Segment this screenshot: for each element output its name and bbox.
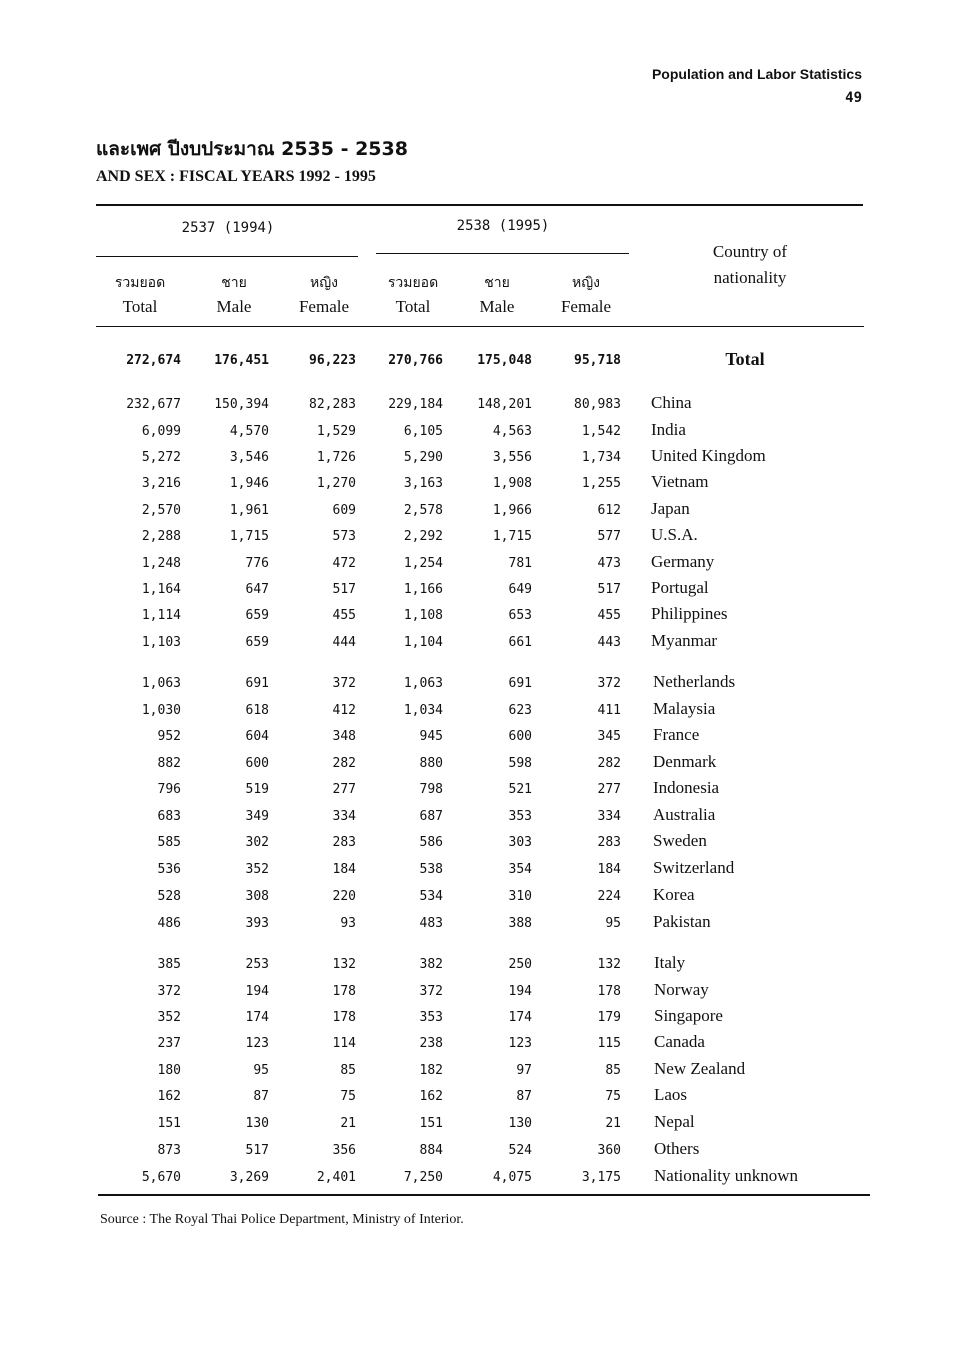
table-cell: 1,103 [141,635,181,650]
table-cell: 1,966 [492,503,532,518]
table-cell: 517 [245,1143,269,1158]
table-cell: 80,983 [574,397,621,412]
table-cell: 691 [508,676,532,691]
column-header-thai: ชาย [221,275,247,291]
table-cell: 277 [332,782,356,797]
country-header-line-1: Country of [712,242,788,261]
country-name: New Zealand [654,1059,746,1078]
country-name: Vietnam [651,472,709,491]
table-cell: 310 [508,889,532,904]
column-header-english: Total [122,297,158,316]
table-cell: 1,961 [229,503,269,518]
country-name: Malaysia [653,699,716,718]
table-cell: 1,270 [316,476,356,491]
table-cell: 150,394 [214,397,269,412]
table-cell: 781 [508,556,532,571]
table-cell: 1,908 [492,476,532,491]
table-cell: 952 [157,729,181,744]
table-cell: 3,556 [492,450,532,465]
table-cell: 519 [245,782,269,797]
table-cell: 75 [605,1089,621,1104]
table-cell: 2,570 [141,503,181,518]
total-cell: 272,674 [126,353,181,368]
table-cell: 82,283 [309,397,356,412]
table-cell: 180 [157,1063,181,1078]
year-group-1995: 2538 (1995) [456,218,550,234]
table-cell: 178 [332,984,356,999]
table-cell: 114 [332,1036,356,1051]
table-cell: 162 [157,1089,181,1104]
table-cell: 1,114 [141,608,181,623]
table-cell: 229,184 [388,397,443,412]
table-cell: 372 [597,676,621,691]
table-cell: 486 [157,916,181,931]
table-cell: 5,290 [403,450,443,465]
country-name: France [653,725,700,744]
table-cell: 302 [245,835,269,850]
country-name: Germany [651,552,715,571]
table-cell: 372 [419,984,443,999]
table-cell: 85 [605,1063,621,1078]
total-cell: 96,223 [309,353,356,368]
country-name: Korea [653,885,695,904]
table-cell: 945 [419,729,443,744]
table-cell: 5,670 [141,1170,181,1185]
table-cell: 1,164 [141,582,181,597]
table-cell: 455 [597,608,621,623]
table-cell: 349 [245,809,269,824]
table-cell: 238 [419,1036,443,1051]
table-cell: 538 [419,862,443,877]
table-cell: 237 [157,1036,181,1051]
country-name: Australia [653,805,716,824]
table-cell: 282 [332,756,356,771]
table-cell: 93 [340,916,356,931]
country-name: Nepal [654,1112,695,1131]
table-cell: 224 [597,889,621,904]
country-name: Singapore [654,1006,723,1025]
table-cell: 372 [332,676,356,691]
table-cell: 618 [245,703,269,718]
table-cell: 472 [332,556,356,571]
country-name: Nationality unknown [654,1166,799,1185]
table-cell: 115 [597,1036,621,1051]
table-cell: 517 [597,582,621,597]
table-cell: 282 [597,756,621,771]
table-bottom-rule [98,1194,870,1196]
country-name: Denmark [653,752,717,771]
table-cell: 687 [419,809,443,824]
country-name: Laos [654,1085,688,1104]
table-cell: 352 [245,862,269,877]
table-cell: 1,166 [403,582,443,597]
country-name: Japan [651,499,690,518]
table-cell: 521 [508,782,532,797]
table-cell: 385 [157,957,181,972]
table-cell: 6,099 [141,424,181,439]
country-name: Philippines [651,604,728,623]
table-cell: 184 [597,862,621,877]
table-cell: 308 [245,889,269,904]
country-name: U.S.A. [651,525,698,544]
table-cell: 130 [508,1116,532,1131]
table-cell: 334 [332,809,356,824]
table-cell: 1,030 [141,703,181,718]
table-cell: 600 [245,756,269,771]
column-header-english: Female [298,297,350,316]
country-name: Portugal [651,578,709,597]
table-cell: 412 [332,703,356,718]
table-cell: 1,063 [141,676,181,691]
table-cell: 528 [157,889,181,904]
table-cell: 1,104 [403,635,443,650]
country-name: Switzerland [653,858,735,877]
table-cell: 1,063 [403,676,443,691]
table-cell: 1,248 [141,556,181,571]
table-cell: 517 [332,582,356,597]
table-cell: 586 [419,835,443,850]
table-cell: 148,201 [477,397,532,412]
table-cell: 123 [245,1036,269,1051]
table-cell: 473 [597,556,621,571]
table-cell: 2,292 [403,529,443,544]
table-cell: 691 [245,676,269,691]
country-name: Pakistan [653,912,711,931]
table-cell: 585 [157,835,181,850]
table-cell: 123 [508,1036,532,1051]
table-cell: 178 [597,984,621,999]
table-cell: 796 [157,782,181,797]
table-cell: 250 [508,957,532,972]
header-bottom-rule [96,326,864,327]
column-header-english: Total [395,297,431,316]
table-cell: 776 [245,556,269,571]
column-header-thai: ชาย [484,275,510,291]
total-cell: 95,718 [574,353,621,368]
country-name: Others [654,1139,700,1158]
table-cell: 3,216 [141,476,181,491]
table-cell: 174 [245,1010,269,1025]
table-cell: 184 [332,862,356,877]
year-group-1995-rule [376,253,629,254]
table-cell: 3,163 [403,476,443,491]
table-cell: 534 [419,889,443,904]
table-cell: 1,946 [229,476,269,491]
country-name: Italy [654,953,686,972]
table-cell: 7,250 [403,1170,443,1185]
table-cell: 303 [508,835,532,850]
table-cell: 182 [419,1063,443,1078]
table-cell: 353 [419,1010,443,1025]
table-cell: 4,570 [229,424,269,439]
table-cell: 880 [419,756,443,771]
table-cell: 604 [245,729,269,744]
table-cell: 87 [516,1089,532,1104]
table-cell: 455 [332,608,356,623]
page-number: 49 [845,90,862,106]
table-cell: 5,272 [141,450,181,465]
column-header-english: Male [216,297,252,316]
table-cell: 2,578 [403,503,443,518]
table-cell: 360 [597,1143,621,1158]
table-cell: 151 [157,1116,181,1131]
table-cell: 3,175 [581,1170,621,1185]
table-cell: 388 [508,916,532,931]
table-top-rule [96,204,863,206]
table-cell: 132 [597,957,621,972]
table-cell: 87 [253,1089,269,1104]
table-cell: 194 [508,984,532,999]
table-cell: 1,108 [403,608,443,623]
country-name: China [651,393,692,412]
table-cell: 21 [340,1116,356,1131]
table-title-thai: และเพศ ปีงบประมาณ 2535 - 2538 [96,138,408,160]
column-header-thai: หญิง [572,275,600,291]
table-cell: 536 [157,862,181,877]
table-cell: 348 [332,729,356,744]
table-cell: 609 [332,503,356,518]
table-cell: 382 [419,957,443,972]
table-cell: 75 [340,1089,356,1104]
country-header-line-2: nationality [713,268,787,287]
table-cell: 598 [508,756,532,771]
table-cell: 178 [332,1010,356,1025]
table-cell: 162 [419,1089,443,1104]
column-header-english: Male [479,297,515,316]
table-cell: 2,288 [141,529,181,544]
table-cell: 4,563 [492,424,532,439]
table-cell: 6,105 [403,424,443,439]
column-header-thai: รวมยอด [387,275,439,291]
table-cell: 95 [253,1063,269,1078]
table-cell: 85 [340,1063,356,1078]
table-cell: 661 [508,635,532,650]
country-name: Norway [654,980,709,999]
table-cell: 232,677 [126,397,181,412]
table-cell: 253 [245,957,269,972]
country-name: India [651,420,686,439]
table-cell: 411 [597,703,621,718]
table-cell: 3,546 [229,450,269,465]
table-cell: 882 [157,756,181,771]
country-name: Indonesia [653,778,720,797]
year-group-1994: 2537 (1994) [181,220,275,236]
table-cell: 3,269 [229,1170,269,1185]
table-cell: 277 [597,782,621,797]
table-cell: 577 [597,529,621,544]
source-note: Source : The Royal Thai Police Department, Ministry of Interior. [100,1212,464,1227]
country-name: Sweden [653,831,707,850]
table-cell: 683 [157,809,181,824]
table-cell: 612 [597,503,621,518]
table-cell: 345 [597,729,621,744]
table-cell: 130 [245,1116,269,1131]
total-cell: 176,451 [214,353,269,368]
country-name: Netherlands [653,672,736,691]
table-cell: 444 [332,635,356,650]
table-cell: 1,255 [581,476,621,491]
table-cell: 179 [597,1010,621,1025]
table-cell: 798 [419,782,443,797]
column-header-english: Female [560,297,612,316]
country-name: United Kingdom [651,446,766,465]
year-group-1994-rule [96,256,358,257]
table-cell: 1,034 [403,703,443,718]
table-cell: 623 [508,703,532,718]
table-cell: 1,726 [316,450,356,465]
table-cell: 97 [516,1063,532,1078]
table-cell: 356 [332,1143,356,1158]
table-title-english: AND SEX : FISCAL YEARS 1992 - 1995 [96,168,376,185]
country-name: Myanmar [651,631,718,650]
total-cell: 270,766 [388,353,443,368]
table-cell: 647 [245,582,269,597]
running-header-section: Population and Labor Statistics [651,66,862,82]
table-cell: 353 [508,809,532,824]
table-cell: 873 [157,1143,181,1158]
table-cell: 1,734 [581,450,621,465]
table-cell: 600 [508,729,532,744]
table-cell: 649 [508,582,532,597]
table-cell: 573 [332,529,356,544]
table-cell: 334 [597,809,621,824]
table-cell: 1,715 [492,529,532,544]
table-cell: 4,075 [492,1170,532,1185]
table-cell: 354 [508,862,532,877]
table-cell: 443 [597,635,621,650]
total-label: Total [725,349,765,369]
table-cell: 659 [245,635,269,650]
table-cell: 21 [605,1116,621,1131]
column-header-thai: หญิง [310,275,338,291]
table-cell: 1,715 [229,529,269,544]
table-cell: 151 [419,1116,443,1131]
table-cell: 132 [332,957,356,972]
column-header-thai: รวมยอด [114,275,166,291]
table-cell: 1,529 [316,424,356,439]
table-cell: 283 [597,835,621,850]
table-cell: 372 [157,984,181,999]
table-cell: 2,401 [316,1170,356,1185]
country-name: Canada [654,1032,705,1051]
table-cell: 393 [245,916,269,931]
table-cell: 524 [508,1143,532,1158]
table-cell: 1,254 [403,556,443,571]
total-cell: 175,048 [477,353,532,368]
table-cell: 1,542 [581,424,621,439]
table-cell: 194 [245,984,269,999]
table-cell: 884 [419,1143,443,1158]
table-cell: 174 [508,1010,532,1025]
table-cell: 659 [245,608,269,623]
table-cell: 653 [508,608,532,623]
table-cell: 483 [419,916,443,931]
table-cell: 95 [605,916,621,931]
table-cell: 283 [332,835,356,850]
table-cell: 220 [332,889,356,904]
table-cell: 352 [157,1010,181,1025]
